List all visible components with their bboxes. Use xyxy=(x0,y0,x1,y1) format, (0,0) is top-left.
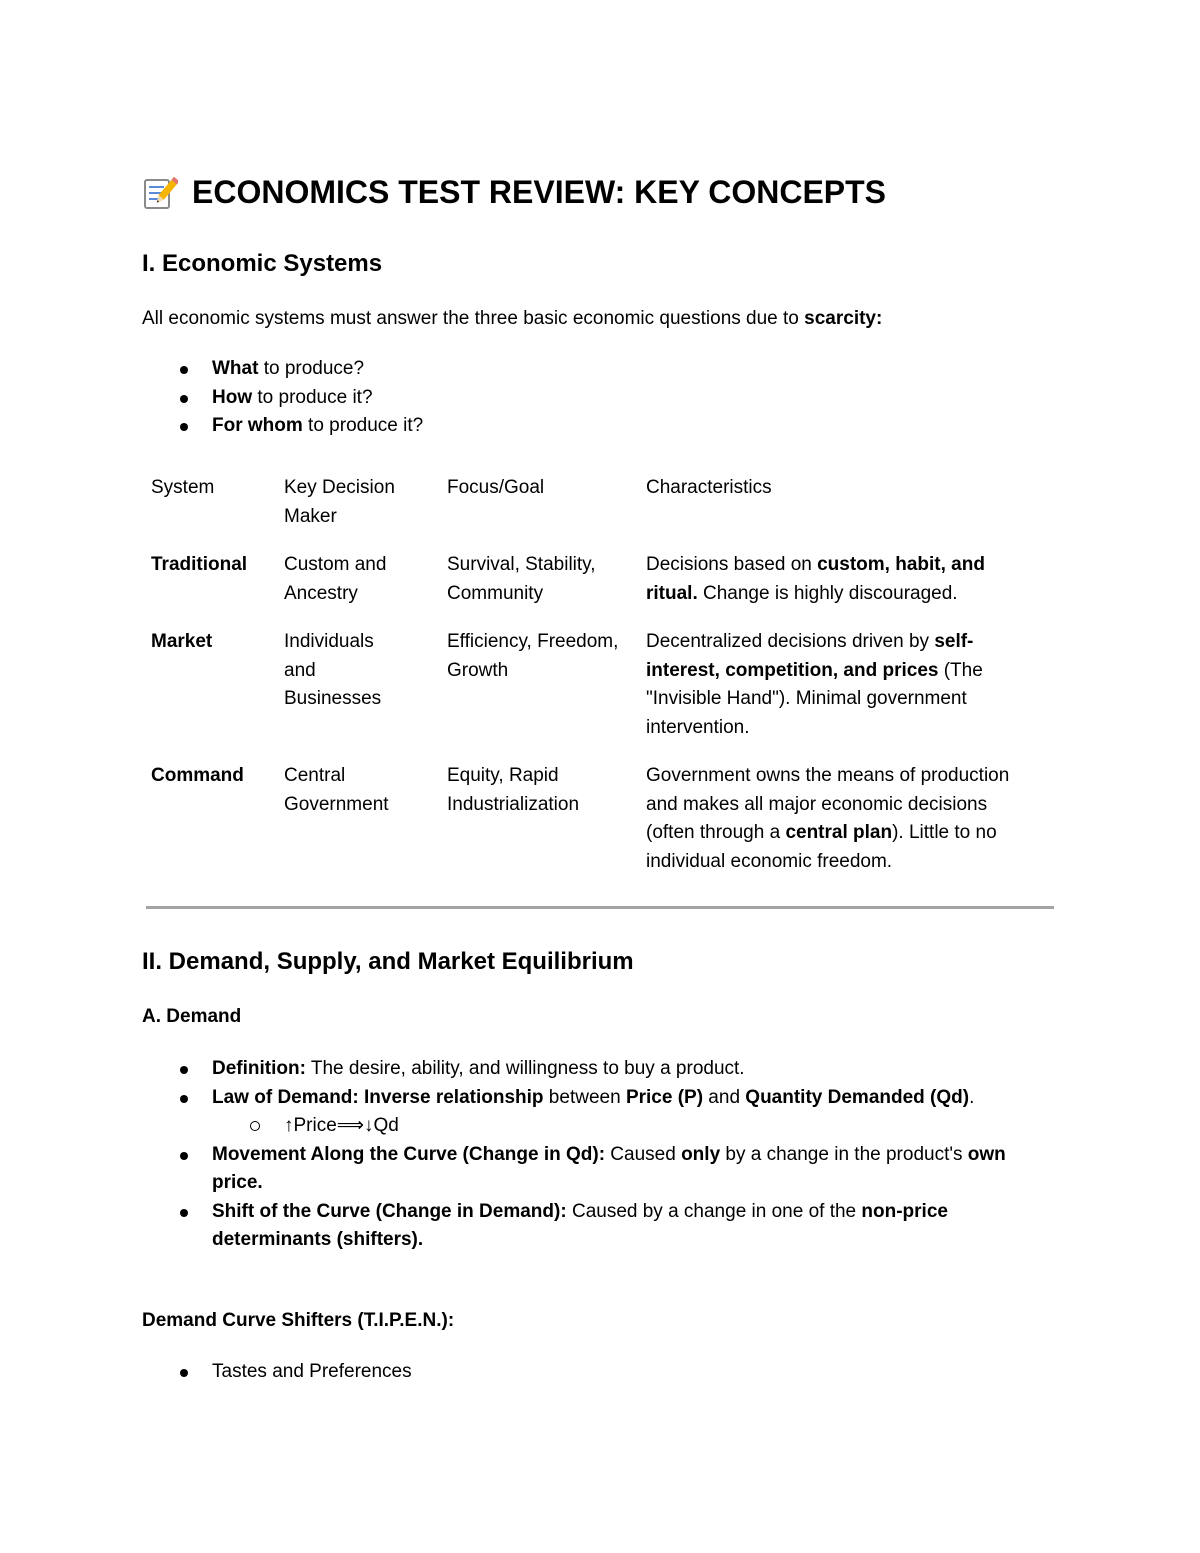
memo-pencil-icon xyxy=(142,175,178,211)
bullet-icon xyxy=(180,1066,188,1074)
char-text: (The "Invisible Hand"). Minimal government intervention. xyxy=(646,659,983,738)
list-item xyxy=(142,412,1057,441)
bullet-icon xyxy=(180,1209,188,1217)
basic-questions-list xyxy=(142,355,1057,441)
list-item xyxy=(212,1112,1057,1141)
shifters-heading-text: Demand Curve Shifters (T.I.P.E.N.): xyxy=(142,1310,455,1331)
item-bold: Definition: xyxy=(212,1058,306,1079)
item-bold: non-price determinants (shifters). xyxy=(212,1200,948,1250)
subheading-demand: A. Demand xyxy=(142,1006,242,1027)
demand-list xyxy=(142,1055,1057,1255)
focus-cell: Survival, Stability, Community xyxy=(447,554,596,604)
intro-text: All economic systems must answer the three basic economic questions due to xyxy=(142,308,805,329)
char-text: Decisions based on xyxy=(646,554,818,575)
item-bold: Movement Along the Curve (Change in Qd): xyxy=(212,1143,606,1165)
char-text: ). Little to no individual economic freedom. xyxy=(646,822,997,872)
intro-end: : xyxy=(876,308,883,329)
item-bold: own price. xyxy=(212,1143,1006,1193)
list-item xyxy=(142,1141,1057,1198)
horizontal-divider xyxy=(146,906,1054,909)
bullet-icon xyxy=(180,366,188,374)
bullet-icon xyxy=(180,423,188,431)
header-cell: Characteristics xyxy=(646,477,772,498)
item-bold: Price (P) xyxy=(625,1086,704,1108)
list-item xyxy=(142,1055,1057,1084)
header-cell: Focus/Goal xyxy=(447,477,545,498)
hollow-bullet-icon xyxy=(250,1121,260,1131)
question-text: to produce? xyxy=(258,358,365,379)
economic-systems-table xyxy=(142,474,1049,896)
section-heading-economic-systems: I. Economic Systems xyxy=(142,250,383,277)
list-item xyxy=(142,1358,1057,1387)
char-text: Government owns the means of production and makes all major economic decisions (often through a xyxy=(646,765,1010,843)
list-item xyxy=(142,1084,1057,1141)
question-text: to produce it? xyxy=(302,415,424,436)
table-row xyxy=(142,628,1049,762)
item-text: between xyxy=(543,1086,626,1108)
item-text: . xyxy=(969,1086,975,1108)
char-text: Decentralized decisions driven by xyxy=(646,631,935,652)
item-bold: Quantity Demanded (Qd) xyxy=(745,1086,970,1108)
question-bold: What xyxy=(212,358,259,379)
shifters-list xyxy=(142,1358,1057,1387)
characteristics-cell xyxy=(637,628,1049,762)
table-row xyxy=(142,551,1049,628)
page-title xyxy=(142,174,886,211)
characteristics-cell xyxy=(637,762,1049,896)
law-of-demand-sublist xyxy=(212,1112,1057,1141)
focus-cell: Equity, Rapid Industrialization xyxy=(447,765,580,815)
header-cell: Key Decision Maker xyxy=(284,477,395,527)
intro-bold: scarcity xyxy=(804,308,876,329)
header-cell: System xyxy=(151,477,215,498)
item-bold: Shift of the Curve (Change in Demand): xyxy=(212,1200,567,1222)
char-bold: central plan xyxy=(785,822,893,843)
bullet-icon xyxy=(180,1369,188,1377)
shifter-text: astes and Preferences xyxy=(221,1361,412,1382)
item-bold: Law of Demand: Inverse relationship xyxy=(212,1086,544,1108)
shifters-heading xyxy=(142,1310,454,1332)
question-bold: For whom xyxy=(212,415,303,436)
char-bold: self-interest, competition, and prices xyxy=(646,631,974,681)
system-name: Command xyxy=(151,765,244,786)
shifter-initial: T xyxy=(212,1361,222,1382)
bullet-icon xyxy=(180,1095,188,1103)
item-text: Caused by a change in one of the xyxy=(566,1200,862,1222)
list-item xyxy=(142,1198,1057,1255)
item-text: by a change in the product's xyxy=(720,1143,968,1165)
table-row xyxy=(142,762,1049,896)
characteristics-cell xyxy=(637,551,1049,628)
system-name: Traditional xyxy=(151,554,248,575)
table-header-row xyxy=(142,474,1049,551)
section-heading-demand-supply: II. Demand, Supply, and Market Equilibrium xyxy=(142,948,634,975)
page-title-text: ECONOMICS TEST REVIEW: KEY CONCEPTS xyxy=(192,174,887,210)
question-bold: How xyxy=(212,386,253,408)
system-name: Market xyxy=(151,631,213,652)
item-text: and xyxy=(703,1086,746,1108)
formula-text: ↑Price⟹↓Qd xyxy=(284,1115,399,1136)
char-bold: custom, habit, and ritual. xyxy=(646,554,985,604)
item-text: The desire, ability, and willingness to buy a product. xyxy=(305,1058,745,1079)
bullet-icon xyxy=(180,1152,188,1160)
list-item xyxy=(142,355,1057,384)
item-text: Caused xyxy=(605,1143,682,1165)
intro-paragraph xyxy=(142,308,882,330)
focus-cell: Efficiency, Freedom, Growth xyxy=(447,631,619,681)
decision-maker-cell: Custom and Ancestry xyxy=(284,554,387,604)
item-bold: only xyxy=(681,1143,721,1165)
decision-maker-cell: Central Government xyxy=(284,765,389,815)
decision-maker-cell: Individuals and Businesses xyxy=(284,631,382,709)
char-text: Change is highly discouraged. xyxy=(697,582,958,604)
bullet-icon xyxy=(180,395,188,403)
list-item xyxy=(142,384,1057,413)
question-text: to produce it? xyxy=(252,386,373,408)
